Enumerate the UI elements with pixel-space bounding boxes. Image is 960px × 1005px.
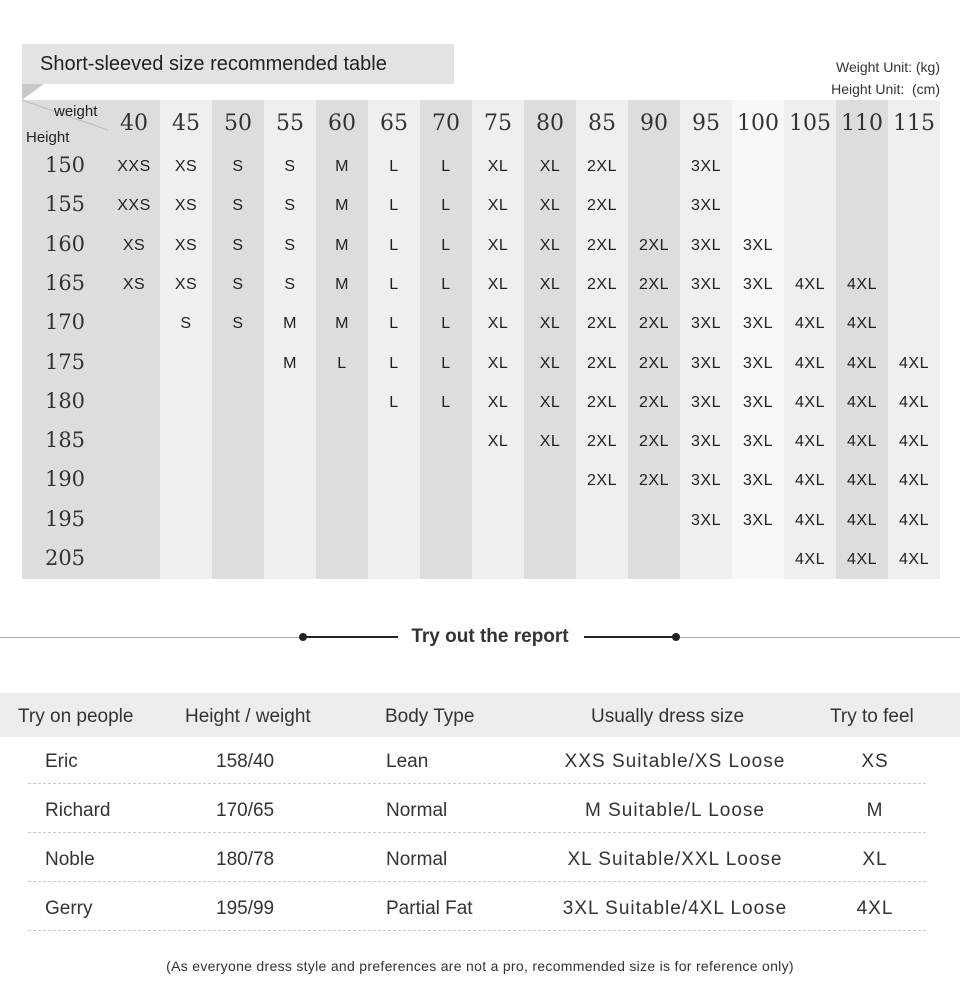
- tester-name: Richard: [45, 800, 111, 821]
- tester-height-weight: 195/99: [216, 898, 275, 919]
- size-cell: 4XL: [795, 472, 825, 490]
- size-cell: S: [284, 275, 296, 293]
- height-label: 185: [44, 428, 86, 453]
- size-cell: XS: [174, 236, 198, 254]
- size-cell: 2XL: [587, 158, 617, 175]
- report-header-row: [0, 693, 960, 737]
- size-cell: 4XL: [899, 393, 929, 411]
- tester-body-type: Lean: [386, 751, 429, 772]
- size-cell: 3XL: [691, 158, 721, 175]
- units-note: [831, 56, 940, 100]
- size-cell: XL: [539, 236, 561, 254]
- height-label: 160: [44, 231, 86, 256]
- size-cell: M: [335, 236, 349, 254]
- height-label: 195: [44, 506, 86, 531]
- size-cell: 2XL: [587, 315, 617, 333]
- size-cell: 2XL: [587, 275, 617, 293]
- size-cell: 3XL: [743, 511, 773, 529]
- weight-header: 100: [737, 111, 779, 136]
- weight-header: 105: [789, 111, 831, 136]
- size-cell: S: [232, 275, 244, 293]
- height-label: 150: [44, 153, 86, 177]
- size-chart-table: [22, 100, 938, 579]
- size-cell: 4XL: [795, 551, 825, 568]
- size-cell: XS: [174, 158, 198, 175]
- tester-usual-size: M Suitable/L Loose: [585, 800, 765, 821]
- size-cell: L: [389, 393, 399, 411]
- size-cell: 4XL: [847, 511, 877, 529]
- size-cell: 3XL: [691, 315, 721, 333]
- row-separator: [28, 881, 926, 882]
- weight-header: 65: [380, 111, 408, 136]
- size-cell: 2XL: [639, 236, 669, 254]
- table-title: Short-sleeved size recommended table: [22, 44, 454, 84]
- weight-header: 70: [432, 111, 460, 136]
- tester-feel-size: XL: [862, 849, 888, 870]
- size-cell: XL: [539, 158, 561, 175]
- weight-header: 85: [588, 111, 616, 136]
- size-cell: XL: [539, 354, 561, 372]
- size-cell: 4XL: [899, 354, 929, 372]
- size-cell: L: [337, 354, 347, 372]
- size-cell: XS: [122, 275, 146, 293]
- size-cell: M: [335, 158, 349, 175]
- size-cell: XS: [122, 236, 146, 254]
- size-cell: S: [232, 158, 244, 175]
- tester-name: Gerry: [45, 898, 93, 919]
- size-cell: M: [335, 197, 349, 215]
- size-cell: XL: [487, 158, 509, 175]
- size-cell: XL: [539, 433, 561, 451]
- tester-usual-size: 3XL Suitable/4XL Loose: [562, 898, 788, 919]
- size-cell: 2XL: [639, 393, 669, 411]
- divider-dash-left: [305, 636, 398, 638]
- size-cell: 4XL: [847, 433, 877, 451]
- size-cell: 3XL: [743, 315, 773, 333]
- size-cell: 2XL: [587, 236, 617, 254]
- height-label: 170: [44, 310, 86, 335]
- size-cell: L: [389, 354, 399, 372]
- divider-line-right: [680, 637, 960, 638]
- size-cell: 4XL: [847, 393, 877, 411]
- size-cell: XXS: [117, 158, 151, 175]
- report-section-title: Try out the report: [411, 626, 569, 647]
- size-cell: 2XL: [639, 354, 669, 372]
- size-cell: 3XL: [743, 354, 773, 372]
- size-cell: XXS: [117, 197, 151, 215]
- size-cell: XL: [487, 354, 509, 372]
- size-cell: 2XL: [587, 354, 617, 372]
- tester-name: Eric: [45, 751, 78, 772]
- tester-usual-size: XXS Suitable/XS Loose: [564, 751, 786, 772]
- size-cell: L: [389, 236, 399, 254]
- tester-name: Noble: [45, 849, 95, 870]
- size-cell: 3XL: [691, 472, 721, 490]
- size-cell: 4XL: [899, 472, 929, 490]
- weight-header: 115: [893, 111, 935, 136]
- size-cell: XS: [174, 275, 198, 293]
- size-cell: 3XL: [691, 354, 721, 372]
- size-cell: 2XL: [587, 433, 617, 451]
- size-cell: 3XL: [743, 472, 773, 490]
- size-cell: 2XL: [587, 197, 617, 215]
- size-cell: M: [335, 315, 349, 333]
- height-label: 190: [44, 467, 86, 492]
- size-cell: 4XL: [795, 433, 825, 451]
- tester-usual-size: XL Suitable/XXL Loose: [567, 849, 783, 870]
- size-cell: XL: [539, 275, 561, 293]
- size-cell: 4XL: [899, 433, 929, 451]
- tester-height-weight: 170/65: [216, 800, 275, 821]
- size-cell: XL: [539, 315, 561, 333]
- size-cell: 3XL: [691, 275, 721, 293]
- size-cell: XL: [487, 433, 509, 451]
- size-cell: M: [283, 354, 297, 372]
- tester-body-type: Normal: [386, 849, 448, 870]
- tester-feel-size: XS: [861, 751, 889, 772]
- size-cell: XL: [487, 236, 509, 254]
- size-cell: 4XL: [795, 511, 825, 529]
- height-label: 155: [44, 192, 86, 217]
- weight-axis-label: weight: [54, 103, 98, 120]
- header-try-to-feel: Try to feel: [830, 706, 914, 727]
- height-unit: Height Unit: (cm): [831, 81, 940, 97]
- row-separator: [28, 832, 926, 833]
- row-separator: [28, 783, 926, 784]
- size-cell: S: [180, 315, 192, 333]
- weight-header: 50: [224, 111, 252, 136]
- size-cell: 2XL: [587, 393, 617, 411]
- height-label: 205: [44, 546, 86, 570]
- tester-feel-size: M: [866, 800, 884, 821]
- size-cell: M: [335, 275, 349, 293]
- size-cell: S: [284, 236, 296, 254]
- weight-header: 45: [172, 111, 200, 136]
- height-label: 165: [44, 270, 86, 295]
- size-cell: XL: [487, 315, 509, 333]
- weight-header: 75: [484, 111, 512, 136]
- weight-header: 95: [692, 111, 720, 136]
- size-cell: 3XL: [743, 275, 773, 293]
- size-cell: XL: [487, 197, 509, 215]
- height-label: 180: [44, 388, 86, 413]
- size-cell: 4XL: [795, 315, 825, 333]
- title-tab-fold: [22, 84, 44, 100]
- size-cell: 3XL: [691, 197, 721, 215]
- size-cell: 4XL: [847, 275, 877, 293]
- size-cell: S: [232, 236, 244, 254]
- size-cell: L: [389, 158, 399, 175]
- weight-header: 55: [276, 111, 304, 136]
- size-cell: 3XL: [743, 236, 773, 254]
- size-cell: 4XL: [795, 354, 825, 372]
- height-label: 175: [44, 349, 86, 374]
- weight-unit: Weight Unit: (kg): [836, 59, 940, 75]
- size-cell: L: [389, 275, 399, 293]
- size-cell: L: [441, 197, 451, 215]
- size-cell: XS: [174, 197, 198, 215]
- size-cell: S: [232, 197, 244, 215]
- weight-header: 40: [120, 111, 148, 136]
- weight-header: 80: [536, 111, 564, 136]
- size-cell: L: [389, 315, 399, 333]
- tester-body-type: Partial Fat: [386, 898, 473, 919]
- size-cell: 3XL: [691, 393, 721, 411]
- size-cell: XL: [487, 393, 509, 411]
- header-usual-size: Usually dress size: [591, 706, 745, 727]
- size-cell: L: [389, 197, 399, 215]
- size-cell: S: [284, 158, 296, 175]
- size-cell: 2XL: [587, 472, 617, 490]
- size-cell: L: [441, 158, 451, 175]
- size-cell: 3XL: [691, 236, 721, 254]
- divider-dash-right: [584, 636, 674, 638]
- size-cell: 4XL: [899, 511, 929, 529]
- tester-height-weight: 180/78: [216, 849, 275, 870]
- size-cell: 4XL: [795, 275, 825, 293]
- tester-height-weight: 158/40: [216, 751, 275, 772]
- size-cell: M: [283, 315, 297, 333]
- header-try-on-people: Try on people: [18, 706, 134, 727]
- size-cell: 2XL: [639, 315, 669, 333]
- divider-dot-right: [672, 633, 680, 641]
- size-cell: 2XL: [639, 472, 669, 490]
- size-cell: S: [232, 315, 244, 333]
- size-cell: XL: [539, 197, 561, 215]
- size-cell: 2XL: [639, 275, 669, 293]
- size-cell: 3XL: [743, 393, 773, 411]
- size-cell: XL: [487, 275, 509, 293]
- header-body-type: Body Type: [385, 706, 475, 727]
- size-cell: 4XL: [899, 551, 929, 568]
- size-cell: L: [441, 393, 451, 411]
- weight-header: 60: [328, 111, 356, 136]
- size-cell: 4XL: [847, 472, 877, 490]
- tester-body-type: Normal: [386, 800, 448, 821]
- size-cell: XL: [539, 393, 561, 411]
- size-cell: 3XL: [691, 511, 721, 529]
- size-cell: 3XL: [743, 433, 773, 451]
- size-cell: 4XL: [847, 551, 877, 568]
- size-cell: 4XL: [847, 315, 877, 333]
- header-height-weight: Height / weight: [185, 706, 311, 727]
- size-cell: L: [441, 354, 451, 372]
- size-cell: L: [441, 236, 451, 254]
- size-cell: 2XL: [639, 433, 669, 451]
- size-cell: 3XL: [691, 433, 721, 451]
- row-separator: [28, 930, 926, 931]
- height-axis-label: Height: [26, 129, 70, 146]
- size-cell: L: [441, 275, 451, 293]
- size-cell: 4XL: [847, 354, 877, 372]
- size-cell: L: [441, 315, 451, 333]
- weight-header: 90: [640, 111, 668, 136]
- footnote: (As everyone dress style and preferences are not a pro, recommended size is for reference only): [166, 958, 794, 974]
- weight-header: 110: [841, 111, 883, 136]
- divider-line-left: [0, 637, 300, 638]
- size-cell: 4XL: [795, 393, 825, 411]
- tester-feel-size: 4XL: [856, 898, 894, 919]
- size-cell: S: [284, 197, 296, 215]
